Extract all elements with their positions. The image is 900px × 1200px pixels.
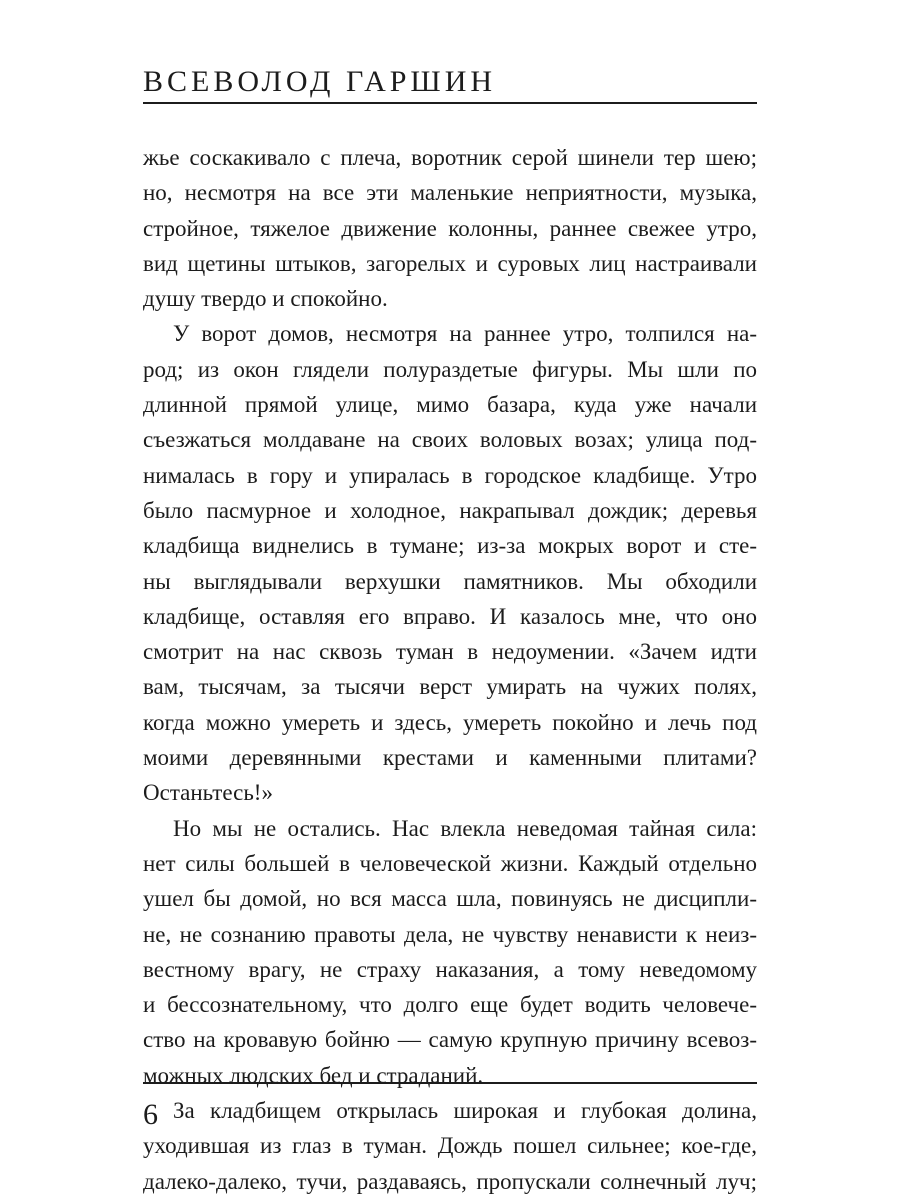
footer-rule — [143, 1082, 757, 1084]
text-line: ны выглядывали верхушки памятников. Мы обходили — [143, 568, 757, 594]
text-line: нималась в гору и упиралась в городское кладбище. Утро — [143, 462, 757, 488]
text-line: длинной прямой улице, мимо базара, куда уже начали — [143, 392, 757, 418]
page-body — [143, 140, 757, 1199]
text-line: вестному врагу, не страху наказания, а тому неведомому — [143, 956, 757, 982]
text-line: жье соскакивало с плеча, воротник серой шинели тер шею; — [143, 145, 757, 170]
text-line: стройное, тяжелое движение колонны, раннее свежее утро, — [143, 215, 757, 241]
text-line: ство на кровавую бойню — самую крупную причину всевоз- — [143, 1027, 757, 1053]
text-line: кладбище, оставляя его вправо. И казалось мне, что оно — [143, 603, 757, 629]
text-line: Останьтесь!» — [143, 780, 273, 806]
text-line: вам, тысячам, за тысячи верст умирать на чужих полях, — [143, 674, 757, 700]
text-line: У ворот домов, несмотря на раннее утро, толпился на- — [173, 321, 757, 347]
text-line: но, несмотря на все эти маленькие неприятности, музыка, — [143, 180, 757, 206]
text-line: когда можно умереть и здесь, умереть покойно и лечь под — [143, 709, 757, 735]
text-line: род; из окон глядели полураздетые фигуры. Мы шли по — [143, 356, 757, 382]
text-line: и бессознательному, что долго еще будет водить человече- — [143, 992, 757, 1018]
header-rule — [143, 102, 757, 104]
text-line: далеко-далеко, тучи, раздаваясь, пропускали солнечный луч; — [143, 1168, 757, 1194]
text-line: не, не сознанию правоты дела, не чувству ненависти к неиз- — [143, 921, 757, 947]
text-line: было пасмурное и холодное, накрапывал дождик; деревья — [143, 497, 757, 523]
running-header — [143, 64, 757, 100]
text-line: съезжаться молдаване на своих воловых возах; улица под- — [143, 427, 757, 453]
text-line: душу твердо и спокойно. — [143, 286, 388, 312]
text-line: За кладбищем открылась широкая и глубокая долина, — [173, 1098, 757, 1124]
running-title: ВСЕВОЛОД ГАРШИН — [143, 65, 497, 98]
text-line: Но мы не остались. Нас влекла неведомая тайная сила: — [173, 815, 757, 841]
text-line: кладбища виднелись в тумане; из-за мокрых ворот и сте- — [143, 533, 757, 559]
text-line: нет силы большей в человеческой жизни. Каждый отдельно — [143, 850, 757, 876]
text-line: ушел бы домой, но вся масса шла, повинуясь не дисципли- — [143, 886, 757, 912]
text-line: моими деревянными крестами и каменными плитами? — [143, 745, 757, 771]
text-line: вид щетины штыков, загорелых и суровых лиц настраивали — [143, 250, 757, 276]
text-line: смотрит на нас сквозь туман в недоумении. «Зачем идти — [143, 639, 757, 665]
page-number: 6 — [143, 1098, 158, 1131]
text-line: уходившая из глаз в туман. Дождь пошел сильнее; кое-где, — [143, 1133, 757, 1159]
text-line: можных людских бед и страданий. — [143, 1062, 484, 1088]
